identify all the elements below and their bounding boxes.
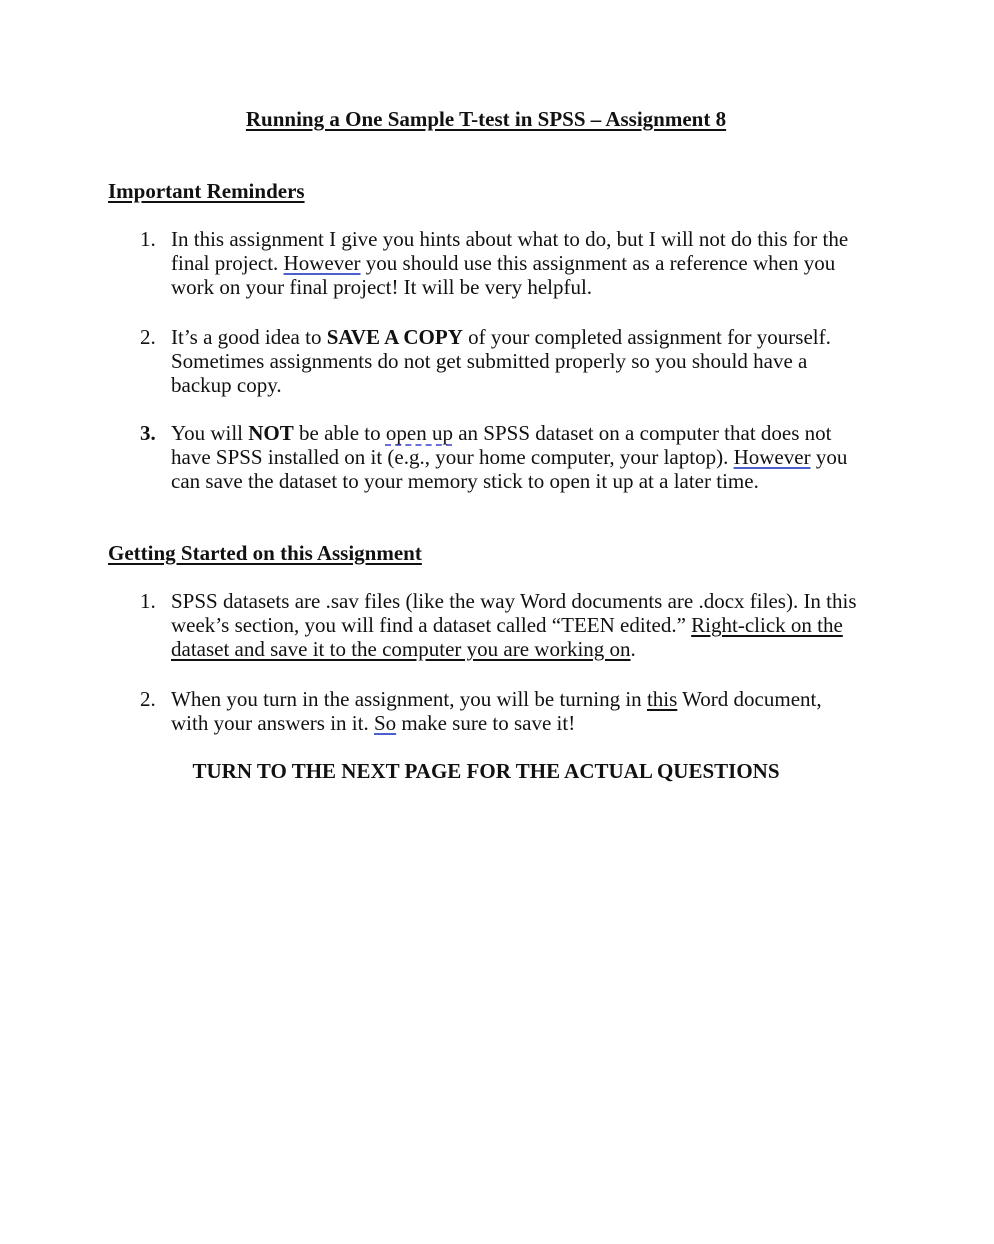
text-line bbox=[171, 711, 880, 735]
text-span: make sure to save it! bbox=[396, 711, 576, 735]
text-line: work on your final project! It will be very helpful. bbox=[171, 275, 593, 299]
text-span: week’s section, you will find a dataset called “TEEN edited.” bbox=[171, 613, 692, 637]
reminder-item-2 bbox=[140, 325, 880, 397]
text-span: have SPSS installed on it (e.g., your home computer, your laptop). bbox=[171, 445, 734, 469]
reminder-item-3 bbox=[140, 421, 880, 493]
text-span: It’s a good idea to bbox=[171, 325, 327, 349]
text-line bbox=[171, 637, 880, 661]
underlined-instruction: Right-click on the bbox=[691, 613, 843, 637]
text-line bbox=[171, 325, 880, 349]
text-line bbox=[171, 421, 880, 445]
text-span: final project. bbox=[171, 251, 284, 275]
text-line bbox=[171, 445, 880, 469]
grammar-flag-so: So bbox=[373, 711, 397, 735]
text-line bbox=[171, 251, 880, 275]
text-span: you bbox=[810, 445, 848, 469]
text-line: SPSS datasets are .sav files (like the way Word documents are .docx files). In this bbox=[171, 589, 857, 613]
text-span: of your completed assignment for yourself. bbox=[462, 325, 831, 349]
list-number: 2. bbox=[140, 325, 156, 349]
grammar-flag-open-up: open up bbox=[385, 421, 453, 445]
list-item-text bbox=[171, 687, 880, 735]
bold-text: SAVE A COPY bbox=[326, 325, 463, 349]
text-line bbox=[171, 687, 880, 711]
underlined-instruction: dataset and save it to the computer you are working on bbox=[171, 637, 631, 661]
next-page-notice: TURN TO THE NEXT PAGE FOR THE ACTUAL QUESTIONS bbox=[192, 759, 780, 783]
bold-text: NOT bbox=[248, 421, 294, 445]
list-item-text bbox=[171, 421, 880, 493]
text-line: Sometimes assignments do not get submitted properly so you should have a bbox=[171, 349, 808, 373]
text-span: be able to bbox=[293, 421, 386, 445]
getting-started-item-1 bbox=[140, 589, 880, 661]
text-span: an SPSS dataset on a computer that does not bbox=[452, 421, 832, 445]
list-number: 3. bbox=[140, 421, 156, 445]
text-span: . bbox=[630, 637, 636, 661]
list-item-text bbox=[171, 227, 880, 299]
text-span: you should use this assignment as a reference when you bbox=[360, 251, 836, 275]
grammar-flag-however: However bbox=[733, 445, 811, 469]
list-item-text bbox=[171, 589, 880, 661]
heading-getting-started: Getting Started on this Assignment bbox=[108, 541, 422, 565]
text-line: can save the dataset to your memory stick to open it up at a later time. bbox=[171, 469, 759, 493]
grammar-flag-however: However bbox=[283, 251, 361, 275]
list-number: 1. bbox=[140, 589, 156, 613]
underlined-word-this: this bbox=[646, 687, 678, 711]
text-line bbox=[171, 613, 880, 637]
text-span: with your answers in it. bbox=[171, 711, 374, 735]
getting-started-item-2 bbox=[140, 687, 880, 735]
reminder-item-1 bbox=[140, 227, 880, 299]
list-number: 1. bbox=[140, 227, 156, 251]
document-title: Running a One Sample T-test in SPSS – Assignment 8 bbox=[245, 107, 727, 131]
text-span: Word document, bbox=[677, 687, 822, 711]
heading-important-reminders: Important Reminders bbox=[108, 179, 305, 203]
list-number: 2. bbox=[140, 687, 156, 711]
text-line: In this assignment I give you hints about what to do, but I will not do this for the bbox=[171, 227, 849, 251]
text-span: When you turn in the assignment, you will be turning in bbox=[171, 687, 647, 711]
text-span: You will bbox=[171, 421, 249, 445]
list-item-text bbox=[171, 325, 880, 397]
text-line: backup copy. bbox=[171, 373, 282, 397]
